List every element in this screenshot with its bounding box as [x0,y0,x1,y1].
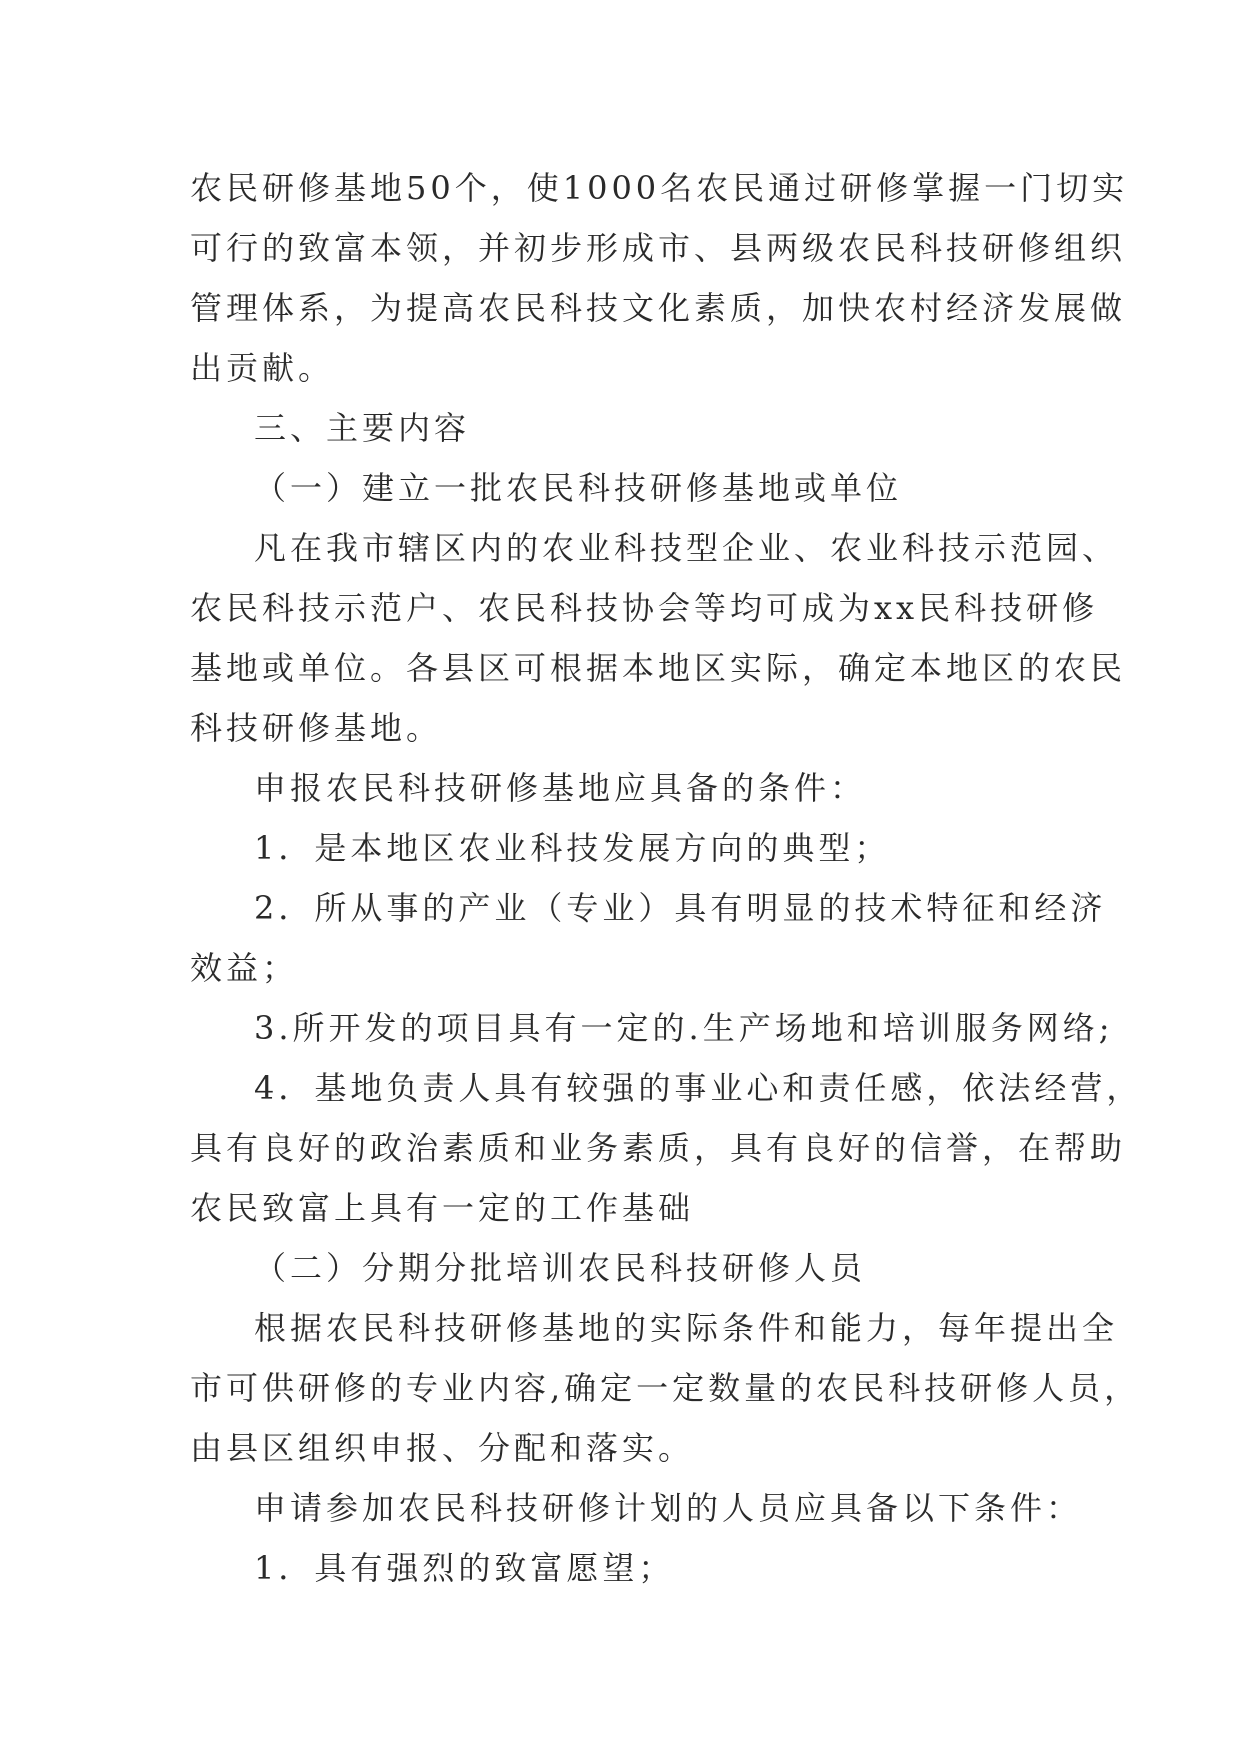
list-item: 4．基地负责人具有较强的事业心和责任感，依法经营， [254,1069,1143,1107]
section-heading: 三、主要内容 [254,409,471,447]
text-line: 农民科技示范户、农民科技协会等均可成为xx民科技研修 [190,589,1099,627]
document-body [190,158,1143,1598]
text-line: 根据农民科技研修基地的实际条件和能力，每年提出全 [254,1309,1119,1347]
subsection-heading: （二）分期分批培训农民科技研修人员 [254,1249,867,1287]
text-line: 可行的致富本领，并初步形成市、县两级农民科技研修组织 [190,229,1127,267]
text-line: 农民研修基地50个，使1000名农民通过研修掌握一门切实 [190,169,1129,207]
text-line: 效益； [190,949,299,987]
subsection-heading: （一）建立一批农民科技研修基地或单位 [254,469,903,507]
text-line: 出贡献。 [190,349,335,387]
text-line: 科技研修基地。 [190,709,443,747]
text-line: 申报农民科技研修基地应具备的条件： [254,769,867,807]
text-line: 申请参加农民科技研修计划的人员应具备以下条件： [254,1489,1083,1527]
text-line: 基地或单位。各县区可根据本地区实际，确定本地区的农民 [190,649,1127,687]
list-item: 1．具有强烈的致富愿望； [254,1549,675,1587]
text-line: 农民致富上具有一定的工作基础 [190,1189,695,1227]
text-line: 具有良好的政治素质和业务素质，具有良好的信誉，在帮助 [190,1129,1127,1167]
text-line: 由县区组织申报、分配和落实。 [190,1429,695,1467]
list-item: 1．是本地区农业科技发展方向的典型； [254,829,891,867]
text-line: 凡在我市辖区内的农业科技型企业、农业科技示范园、 [254,529,1119,567]
text-line: 市可供研修的专业内容,确定一定数量的农民科技研修人员， [190,1369,1141,1407]
list-item: 2．所从事的产业（专业）具有明显的技术特征和经济 [254,889,1107,927]
text-line: 管理体系，为提高农民科技文化素质，加快农村经济发展做 [190,289,1127,327]
list-item: 3.所开发的项目具有一定的.生产场地和培训服务网络; [254,1009,1114,1047]
